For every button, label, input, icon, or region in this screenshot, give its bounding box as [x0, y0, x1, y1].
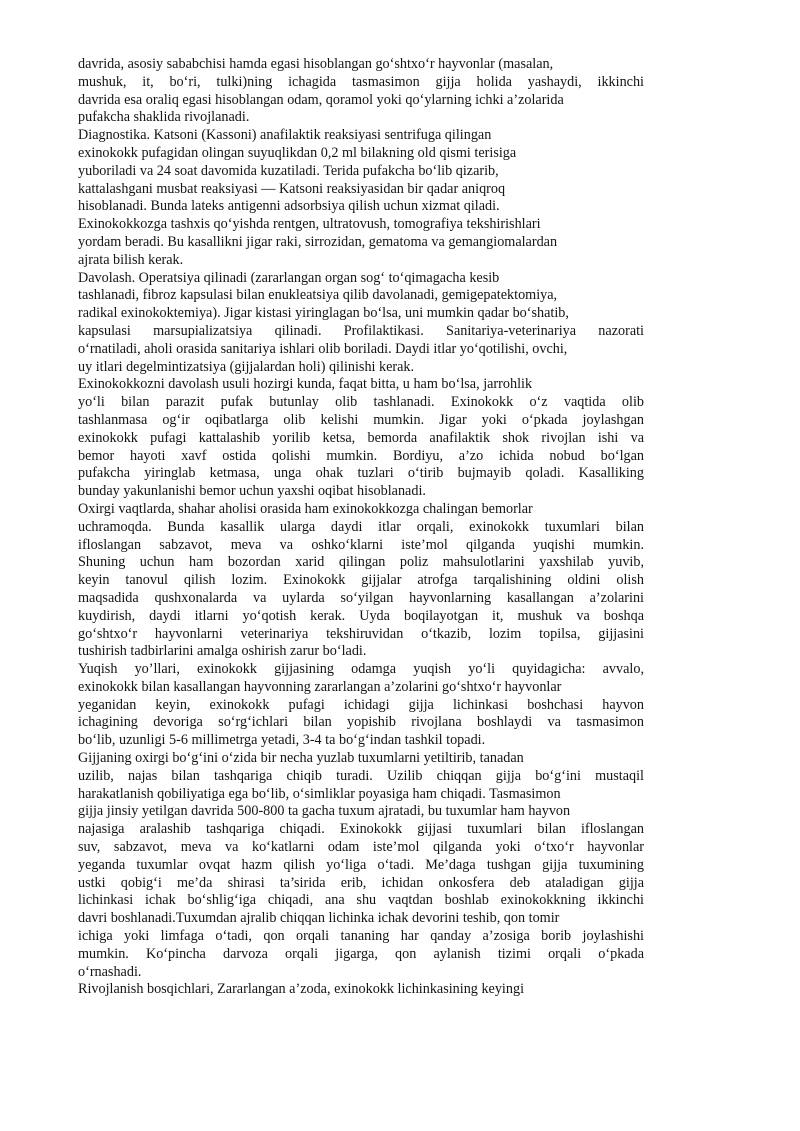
- text-line: Davolash. Operatsiya qilinadi (zararlangan organ sog‘ to‘qimagacha kesib: [78, 269, 500, 286]
- text-line: uchramoqda. Bunda kasallik ularga daydi itlar orqali, exinokokk tuxumlari bilan: [78, 518, 644, 535]
- text-line: ichagining devoriga so‘rg‘ichlari bilan yopishib rivojlana boshlaydi va tasmasimon: [78, 714, 644, 731]
- text-line: harakatlanish qobiliyatiga ega bo‘lib, o‘simliklar poyasiga ham chiqadi. Tasmasimon: [78, 785, 561, 802]
- text-line: tashlanmasa og‘ir oqibatlarga olib kelishi mumkin. Jigar yoki o‘pkada joylashgan: [78, 411, 644, 428]
- text-line: radikal exinokoktemiya). Jigar kistasi yiringlagan bo‘lsa, uni mumkin qadar bo‘shatib,: [78, 305, 569, 322]
- text-line: suv, sabzavot, meva va ko‘katlarni odam iste’mol qilganda yoki o‘txo‘r hayvonlar: [78, 839, 644, 856]
- text-line: mushuk, it, bo‘ri, tulki)ning ichagida tasmasimon gijja holida yashaydi, ikkinchi: [78, 73, 644, 90]
- text-line: keyin tanovul qilish lozim. Exinokokk gijjalar atrofga tarqalishining oldini olish: [78, 572, 644, 589]
- text-line: bemor hayoti xavf ostida qolishi mumkin. Bordiyu, a’zo ichida nobud bo‘lgan: [78, 447, 644, 464]
- text-line: Rivojlanish bosqichlari, Zararlangan a’zoda, exinokokk lichinkasining keyingi: [78, 981, 525, 998]
- text-line: davrida esa oraliq egasi hisoblangan odam, qoramol yoki qo‘ylarning ichki a’zolarida: [78, 91, 564, 108]
- text-line: kapsulasi marsupializatsiya qilinadi. Profilaktikasi. Sanitariya-veterinariya nazorati: [78, 322, 644, 339]
- text-line: Diagnostika. Katsoni (Kassoni) anafilaktik reaksiyasi sentrifuga qilingan: [78, 127, 492, 144]
- text-line: o‘rnashadi.: [78, 963, 142, 980]
- text-line: exinokokk pufagidan olingan suyuqlikdan 0,2 ml bilakning old qismi terisiga: [78, 144, 517, 161]
- text-line: Gijjaning oxirgi bo‘g‘ini o‘zida bir necha yuzlab tuxumlarni yetiltirib, tanadan: [78, 750, 524, 767]
- text-line: Yuqish yo’llari, exinokokk gijjasining odamga yuqish yo‘li quyidagicha: avvalo,: [78, 661, 644, 678]
- text-line: mumkin. Ko‘pincha darvoza orqali jigarga, qon aylanish tizimi orqali o‘pkada: [78, 945, 644, 962]
- text-line: o‘rnatiladi, aholi orasida sanitariya ishlari olib boriladi. Daydi itlar yo‘qotilishi, ovchi,: [78, 340, 568, 357]
- text-line: Exinokokkozga tashxis qo‘yishda rentgen, ultratovush, tomografiya tekshirishlari: [78, 216, 541, 233]
- text-line: yo‘li bilan parazit pufak butunlay olib tashlanadi. Exinokokk o‘z vaqtida olib: [78, 394, 644, 411]
- text-line: uy itlari degelmintizatsiya (gijjalardan holi) qilinishi kerak.: [78, 358, 415, 375]
- text-line: ustki qobig‘i me’da shirasi ta’sirida erib, ichidan onkosfera deb ataladigan gijja: [78, 874, 644, 891]
- text-line: lichinkasi ichak bo‘shlig‘iga chiqadi, ana shu vaqtdan boshlab exinokokkning ikkinchi: [78, 892, 644, 909]
- text-line: davri boshlanadi.Tuxumdan ajralib chiqqan lichinka ichak devorini teshib, qon tomir: [78, 910, 560, 927]
- text-line: exinokokk bilan kasallangan hayvonning zararlangan a’zolarini go‘shtxo‘r hayvonlar: [78, 678, 562, 695]
- text-line: Oxirgi vaqtlarda, shahar aholisi orasida ham exinokokkozga chalingan bemorlar: [78, 500, 533, 517]
- text-line: bunday yakunlanishi bemor uchun yaxshi oqibat hisoblanadi.: [78, 483, 426, 500]
- text-line: yordam beradi. Bu kasallikni jigar raki, sirrozidan, gematoma va gemangiomalardan: [78, 233, 558, 250]
- text-line: pufakcha shaklida rivojlanadi.: [78, 109, 250, 126]
- text-line: gijja jinsiy yetilgan davrida 500-800 ta gacha tuxum ajratadi, bu tuxumlar ham hayvon: [78, 803, 571, 820]
- text-line: yeganda tuxumlar ovqat hazm qilish yo‘liga o‘tadi. Me’daga tushgan gijja tuxumining: [78, 856, 644, 873]
- text-line: kuydirish, daydi itlarni yo‘qotish kerak. Uyda boqilayotgan it, mushuk va boshqa: [78, 607, 644, 624]
- text-line: uzilib, najas bilan tashqariga chiqib turadi. Uzilib chiqqan gijja bo‘g‘ini mustaqil: [78, 767, 644, 784]
- text-line: Shuning uchun ham bozordan xarid qilingan poliz mahsulotlarini yaxshilab yuvib,: [78, 554, 644, 571]
- text-line: yuboriladi va 24 soat davomida kuzatiladi. Terida pufakcha bo‘lib qizarib,: [78, 162, 499, 179]
- text-line: kattalashgani musbat reaksiyasi — Katsoni reaksiyasidan bir qadar aniqroq: [78, 180, 506, 197]
- text-line: pufakcha yiringlab ketmasa, unga ohak tuzlari o‘tirib bujmayib qoladi. Kasalliking: [78, 465, 644, 482]
- text-line: maqsadida qushxonalarda va uylarda so‘yilgan hayvonlarning kasallangan a’zolarini: [78, 589, 644, 606]
- text-line: ichiga yoki limfaga o‘tadi, qon orqali tananing har qanday a’zosiga borib joylashishi: [78, 928, 644, 945]
- text-line: ajrata bilish kerak.: [78, 251, 184, 268]
- document-page: [78, 56, 644, 999]
- text-line: hisoblanadi. Bunda lateks antigenni adsorbsiya qilish uchun xizmat qiladi.: [78, 198, 500, 215]
- text-line: tashlanadi, fibroz kapsulasi bilan enukleatsiya qilib davolanadi, gemigepatektomiya,: [78, 287, 558, 304]
- text-line: bo‘lib, uzunligi 5-6 millimetrga yetadi, 3-4 ta bo‘g‘indan tashkil topadi.: [78, 732, 486, 749]
- text-line: davrida, asosiy sababchisi hamda egasi hisoblangan go‘shtxo‘r hayvonlar (masalan,: [78, 56, 554, 72]
- text-line: Exinokokkozni davolash usuli hozirgi kunda, faqat bitta, u ham bo‘lsa, jarrohlik: [78, 376, 533, 393]
- text-line: exinokokk pufagi kattalashib yorilib ketsa, bemorda anafilaktik shok rivojlan ishi va: [78, 429, 644, 446]
- text-line: ifloslangan sabzavot, meva va oshko‘klarni iste’mol qilganda yuqishi mumkin.: [78, 536, 644, 553]
- text-line: yeganidan keyin, exinokokk pufagi ichidagi gijja lichinkasi boshchasi hayvon: [78, 696, 644, 713]
- text-line: go‘shtxo‘r hayvonlarni veterinariya tekshiruvidan o‘tkazib, lozim topilsa, gijjasini: [78, 625, 644, 642]
- text-line: tushirish tadbirlarini amalga oshirish zarur bo‘ladi.: [78, 643, 367, 660]
- text-line: najasiga aralashib tashqariga chiqadi. Exinokokk gijjasi tuxumlari bilan ifloslangan: [78, 821, 644, 838]
